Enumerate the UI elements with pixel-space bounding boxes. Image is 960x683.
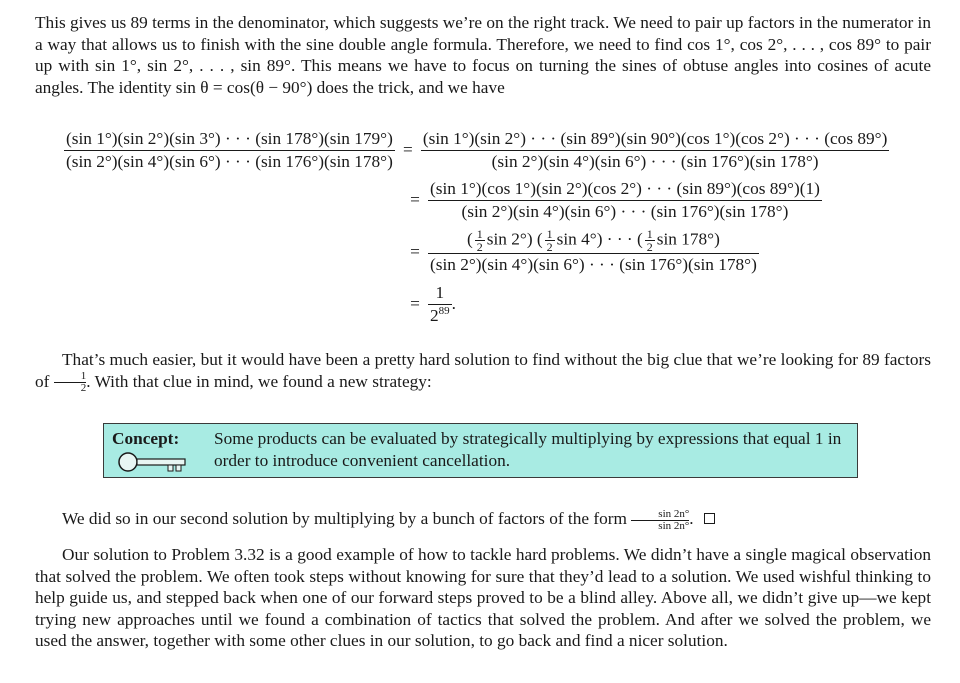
equals-sign: =: [410, 294, 420, 314]
equals-sign: =: [402, 140, 413, 160]
step1-numerator: (sin 1°)(sin 2°) · · · (sin 89°)(sin 90°)(cos 1°)(cos 2°) · · · (cos 89°): [422, 129, 888, 148]
key-icon: [116, 451, 192, 479]
second-solution-paragraph: We did so in our second solution by multiplying by a bunch of factors of the form $\frac{\sin 2n^\circ}{\sin 2n^\circ}$ .: [35, 508, 931, 532]
step1-denominator: (sin 2°)(sin 4°)(sin 6°) · · · (sin 176°)(sin 178°): [421, 150, 889, 173]
step2-denominator: (sin 2°)(sin 4°)(sin 6°) · · · (sin 176°)(sin 178°): [428, 200, 822, 223]
equals-sign: =: [410, 242, 420, 261]
step3-numerator: ( $\frac{1}{2}$ sin 2°) ( $\frac{1}{2}$ sin 4°) · · · ( $\frac{1}{2}$ sin 178°): [467, 227, 720, 254]
equation-line-1: [64, 128, 889, 172]
equation-line-3: [402, 228, 759, 276]
lhs-numerator: (sin 1°)(sin 2°)(sin 3°) · · · (sin 178°)(sin 179°): [66, 129, 393, 148]
result-numerator: 1: [435, 283, 445, 302]
step1-fraction: [421, 128, 889, 172]
equation-line-2: [402, 178, 822, 222]
intro-paragraph: This gives us 89 terms in the denominator, which suggests we’re on the right track. We need to pair up factors in the numerator in a way that allows us to finish with the sine double angle formula. Therefore, we need to find cos 1°, cos 2°, . . . , cos 89° to pair up with sin 1°, sin 2°, . . . , sin 89°. This means we have to focus on turning the sines of obtuse angles into cosines of acute angles. The identity sin θ = cos(θ − 90°) does the trick, and we have: [35, 13, 931, 97]
half-fraction: $\frac{1}{2}$: [476, 227, 483, 254]
half-fraction: $\frac{1}{2}$: [54, 371, 87, 394]
closing-paragraph: Our solution to Problem 3.32 is a good example of how to tackle hard problems. We didn’t have a single magical observation that solved the problem. We often took steps without knowing for sure that they’d lead to a solution. We used wishful thinking to help guide us, and stepped back when one of our forward steps proved to be a blind alley. Above all, we didn’t give up—we kept trying new approaches until we found a combination of tactics that solved the problem. And after we solved the problem, we used the answer, together with some other clues in our solution, to go back and find a nicer solution.: [35, 545, 931, 651]
lhs-fraction: [64, 128, 395, 172]
step3-denominator: (sin 2°)(sin 4°)(sin 6°) · · · (sin 176°)(sin 178°): [430, 255, 757, 274]
result-fraction: [428, 282, 452, 326]
concept-box: [103, 423, 858, 478]
clue-paragraph: That’s much easier, but it would have been a pretty hard solution to find without the big clue that we’re looking for 89 factors of $\frac{1}{2}$ . With that clue in mind, we found a new strategy:: [35, 350, 931, 395]
form-fraction: $\frac{\sin 2n^\circ}{\sin 2n^\circ}$: [631, 509, 689, 532]
step2-numerator: (sin 1°)(cos 1°)(sin 2°)(cos 2°) · · · (sin 89°)(cos 89°)(1): [430, 179, 820, 198]
equals-sign: =: [410, 190, 420, 210]
concept-text: Some products can be evaluated by strategically multiplying by expressions that equal 1 in order to introduce convenient cancellation.: [214, 429, 842, 470]
result-denominator: $2^{89}$: [430, 304, 450, 325]
qed-square-icon: [704, 513, 715, 524]
step2-fraction: [428, 178, 822, 222]
step3-fraction: [428, 228, 759, 276]
lhs-denominator: (sin 2°)(sin 4°)(sin 6°) · · · (sin 176°)(sin 178°): [66, 151, 393, 171]
half-fraction: $\frac{1}{2}$: [646, 227, 653, 254]
concept-label: Concept:: [112, 429, 180, 448]
half-fraction: $\frac{1}{2}$: [546, 227, 553, 254]
equation-line-4: = $\frac{1}{2^{89}}$ .: [402, 282, 456, 326]
